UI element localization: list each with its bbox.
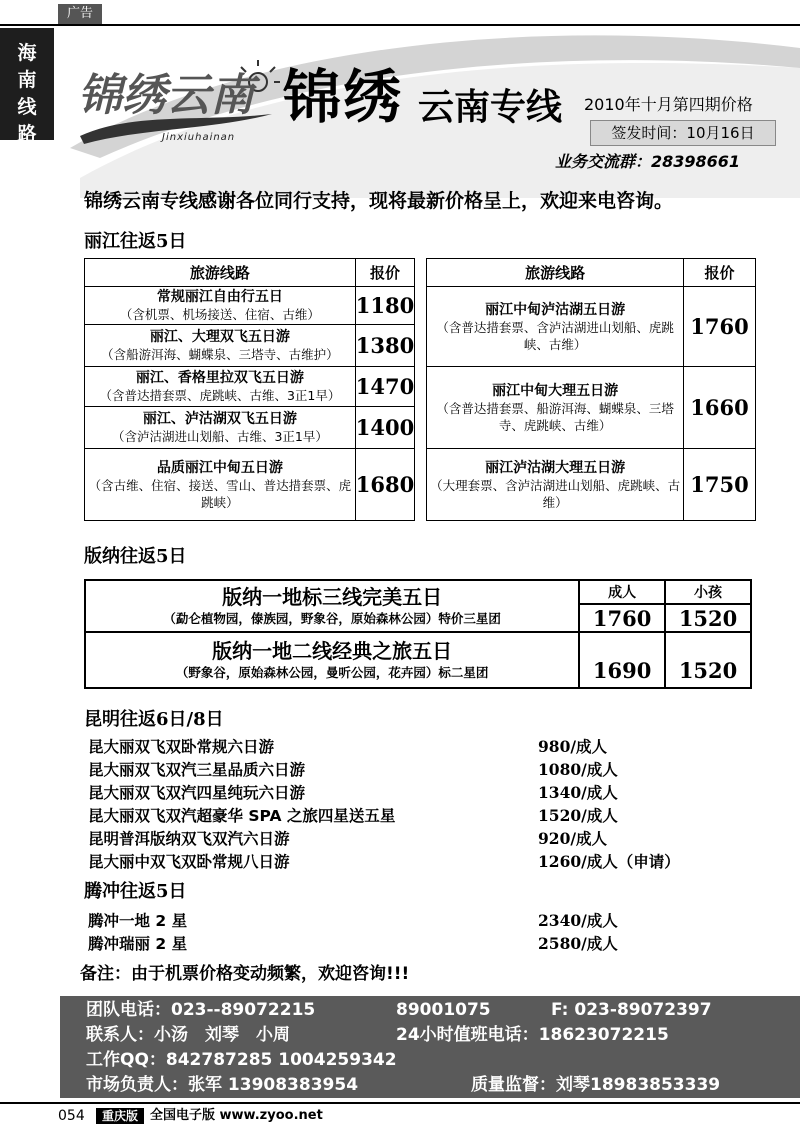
route-name: 昆大丽中双飞双卧常规八日游 xyxy=(88,853,290,871)
ad-tag: 广告 xyxy=(58,4,102,24)
route-cell xyxy=(85,325,356,367)
route-name: 丽江中甸大理五日游 xyxy=(492,382,619,399)
route-cell xyxy=(85,367,356,407)
route-price: 2580/成人 xyxy=(538,934,618,953)
column-gap xyxy=(415,259,427,521)
route-cell xyxy=(427,449,684,521)
col-header-route: 旅游线路 xyxy=(85,259,356,287)
route-cell xyxy=(85,449,356,521)
sign-date-box: 签发时间：10月16日 xyxy=(590,120,776,146)
section-title-lijiang: 丽江往返5日 xyxy=(84,231,187,252)
section-title-banna: 版纳往返5日 xyxy=(84,546,187,567)
route-cell xyxy=(85,580,579,632)
route-name: 品质丽江中甸五日游 xyxy=(156,459,283,476)
route-desc: （含普达措套票、含泸沽湖进山划船、虎跳峡、古维） xyxy=(436,319,674,352)
contact-panel xyxy=(60,996,800,1098)
remark-note: 备注：由于机票价格变动频繁，欢迎咨询!!! xyxy=(80,964,410,984)
route-price: 1340/成人 xyxy=(538,783,618,802)
route-name: 丽江中甸泸沽湖五日游 xyxy=(485,301,626,318)
route-name: 丽江、大理双飞五日游 xyxy=(149,329,290,345)
logo-pinyin: Jinxiuhainan xyxy=(162,132,236,143)
route-name: 昆大丽双飞双汽四星纯玩六日游 xyxy=(88,784,306,802)
issue-label: 2010年十月第四期价格 xyxy=(584,95,753,114)
fax-number: F: 023-89072397 xyxy=(551,1000,712,1020)
side-tab-char: 南 xyxy=(17,69,37,91)
route-cell xyxy=(85,407,356,449)
route-price: 2340/成人 xyxy=(538,911,618,930)
work-qq: 工作QQ：842787285 1004259342 xyxy=(86,1050,397,1070)
brand-title: 锦绣 xyxy=(283,63,404,131)
business-hotline: 业务交流群：28398661 xyxy=(555,152,741,171)
route-cell xyxy=(427,367,684,449)
route-price: 920/成人 xyxy=(538,829,608,848)
col-header-child: 小孩 xyxy=(665,580,751,604)
child-price: 1520 xyxy=(665,604,751,632)
route-name: 腾冲一地 2 星 xyxy=(88,912,188,930)
team-phone: 团队电话：023--89072215 xyxy=(86,1000,316,1020)
price-cell: 1180 xyxy=(355,287,414,325)
duty-phone: 24小时值班电话：18623072215 xyxy=(396,1025,669,1045)
intro-text: 锦绣云南专线感谢各位同行支持，现将最新价格呈上，欢迎来电咨询。 xyxy=(84,190,674,212)
route-name: 常规丽江自由行五日 xyxy=(156,289,283,305)
route-name: 丽江、泸沽湖双飞五日游 xyxy=(142,411,297,427)
route-cell xyxy=(427,287,684,367)
route-price: 1080/成人 xyxy=(538,760,618,779)
side-tab-char: 海 xyxy=(17,42,37,64)
bottom-divider xyxy=(0,1102,800,1104)
price-cell: 1400 xyxy=(355,407,414,449)
side-tab-char: 路 xyxy=(17,123,37,145)
col-header-route: 旅游线路 xyxy=(427,259,684,287)
route-cell xyxy=(85,632,579,688)
contact-persons: 联系人：小汤 刘琴 小周 xyxy=(86,1025,290,1045)
price-cell: 1760 xyxy=(684,287,756,367)
route-name: 版纳一地标三线完美五日 xyxy=(222,585,443,609)
route-desc: （大理套票、含泸沽湖进山划船、虎跳峡、古维） xyxy=(430,477,681,510)
route-desc: （勐仑植物园，傣族园，野象谷，原始森林公园）特价三星团 xyxy=(163,611,501,626)
route-name: 昆大丽双飞双汽超豪华 SPA 之旅四星送五星 xyxy=(88,807,396,825)
route-name: 腾冲瑞丽 2 星 xyxy=(88,935,188,953)
route-name: 丽江泸沽湖大理五日游 xyxy=(485,459,626,476)
route-name: 丽江、香格里拉双飞五日游 xyxy=(135,370,304,386)
side-tab-char: 线 xyxy=(17,96,37,118)
brand-subtitle: 云南专线 xyxy=(418,87,563,128)
route-desc: （野象谷，原始森林公园，曼听公园，花卉园）标二星团 xyxy=(175,665,489,680)
adult-price: 1690 xyxy=(579,632,665,688)
table-row xyxy=(85,632,751,688)
route-name: 昆明普洱版纳双飞双汽六日游 xyxy=(88,830,290,848)
table-header-row xyxy=(85,259,756,287)
logo-text: 锦绣云南 xyxy=(78,70,254,121)
table-row xyxy=(85,580,751,604)
team-phone-2: 89001075 xyxy=(396,1000,491,1020)
quality-supervisor: 质量监督：刘琴18983853339 xyxy=(471,1075,721,1095)
price-cell: 1470 xyxy=(355,367,414,407)
route-desc: （含船游洱海、蝴蝶泉、三塔寺、古维护） xyxy=(101,347,339,362)
edition-badge: 重庆版 xyxy=(96,1108,144,1124)
child-price: 1520 xyxy=(665,632,751,688)
price-cell: 1380 xyxy=(355,325,414,367)
section-title-kunming: 昆明往返6日/8日 xyxy=(84,709,224,730)
section-title-tengchong: 腾冲往返5日 xyxy=(84,881,187,902)
price-cell: 1680 xyxy=(355,449,414,521)
banna-price-table xyxy=(84,579,752,689)
route-desc: （含机票、机场接送、住宿、古维） xyxy=(119,307,320,322)
price-cell: 1660 xyxy=(684,367,756,449)
route-name: 版纳一地二线经典之旅五日 xyxy=(212,639,453,663)
route-name: 昆大丽双飞双汽三星品质六日游 xyxy=(88,761,306,779)
col-header-adult: 成人 xyxy=(579,580,665,604)
adult-price: 1760 xyxy=(579,604,665,632)
edition-website: 全国电子版 www.zyoo.net xyxy=(150,1108,323,1123)
market-manager: 市场负责人：张军 13908383954 xyxy=(86,1075,359,1095)
lijiang-price-table xyxy=(84,258,756,521)
route-desc: （含普达措套票、船游洱海、蝴蝶泉、三塔寺、虎跳峡、古维） xyxy=(436,400,674,433)
col-header-price: 报价 xyxy=(684,259,756,287)
route-price: 1260/成人（申请） xyxy=(538,852,680,871)
route-price: 980/成人 xyxy=(538,737,608,756)
price-cell: 1750 xyxy=(684,449,756,521)
top-divider xyxy=(0,24,800,26)
page-number: 054 xyxy=(58,1108,85,1124)
route-desc: （含普达措套票、虎跳峡、古维、3正1早） xyxy=(99,388,341,403)
route-name: 昆大丽双飞双卧常规六日游 xyxy=(88,738,275,756)
route-cell xyxy=(85,287,356,325)
route-desc: （含泸沽湖进山划船、古维、3正1早） xyxy=(111,429,328,444)
route-desc: （含古维、住宿、接送、雪山、普达措套票、虎跳峡） xyxy=(88,477,352,510)
col-header-price: 报价 xyxy=(355,259,414,287)
route-price: 1520/成人 xyxy=(538,806,618,825)
side-tab-hainan-routes xyxy=(0,28,54,145)
